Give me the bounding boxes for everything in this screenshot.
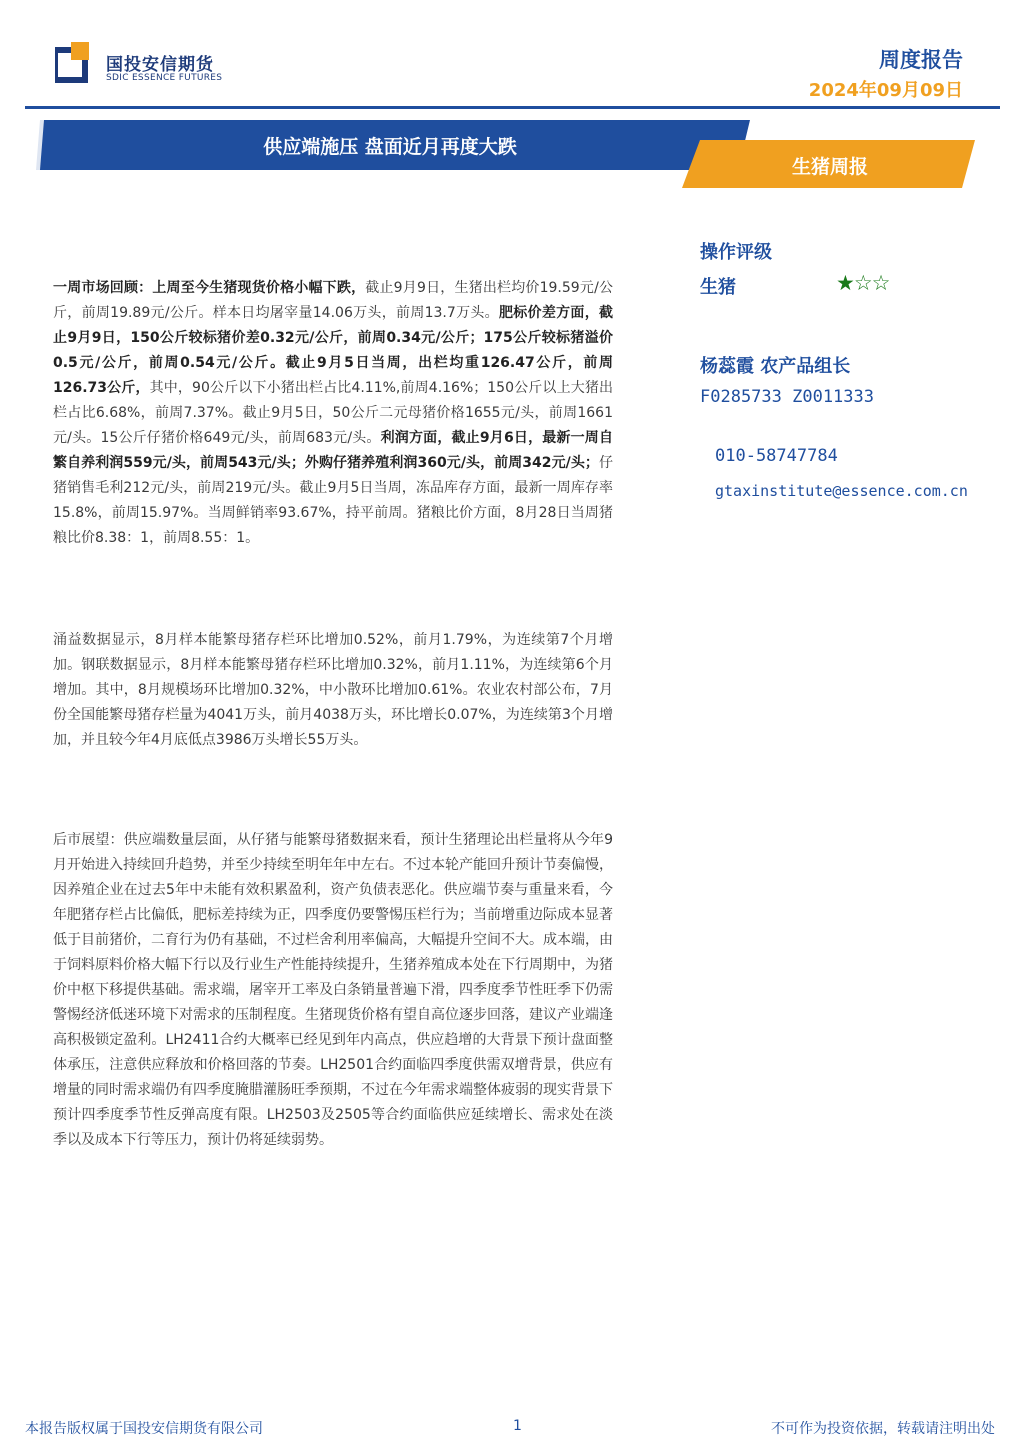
p1-seg2: 截止9月9日，生猪出栏均价19.59元/公斤，前周19.89元/公斤。样本日均屠宰量14.06万头，前周13.7万头。 bbox=[53, 280, 613, 321]
report-date: 2024年09月09日 bbox=[808, 80, 963, 101]
p3-seg2: 屠宰开工率及白条销量普遍下滑，四季度季节性旺季下仍需警惕经济低迷环境下对需求的压制程度。生猪现货价格有望自高位逐步回落，建议产业端逢高积极锁定盈利。LH2411合约大概率已经见到年内高点，供应趋增的大背景下预计盘面整体承压，注意供应释放和价格回落的节奏。LH2501合约面临四季度供需双增背景，供应有增量的同时需求端仍有四季度腌腊灌肠旺季预期，不过在今年需求端整体疲弱的现实背景下预计四季度季节性反弹高度有限。LH2503及2505等合约面临供应延续增长、需求处在淡季以及成本下行等压力，预计仍将延续弱势。 bbox=[53, 982, 613, 1148]
company-name-cn: 国投安信期货 bbox=[106, 55, 214, 75]
page-number: 1 bbox=[513, 1418, 522, 1434]
report-category-tag: 生猪周报 bbox=[791, 156, 868, 178]
rating-item: 生猪 bbox=[700, 277, 736, 298]
p1-seg1: 一周市场回顾：上周至今生猪现货价格小幅下跌， bbox=[53, 280, 366, 296]
sow-inventory-paragraph: 涌益数据显示，8月样本能繁母猪存栏环比增加0.52%，前月1.79%，为连续第7个月增加。钢联数据显示，8月样本能繁母猪存栏环比增加0.32%，前月1.11%，为连续第6个月增加。其中，8月规模场环比增加0.32%，中小散环比增加0.61%。农业农村部公布，7月份全国能繁母猪存栏量为4041万头，前月4038万头，环比增长0.07%，为连续第3个月增加，并且较今年4月底低点3986万头增长55万头。 bbox=[53, 632, 613, 748]
company-name-en: SDIC ESSENCE FUTURES bbox=[106, 73, 223, 83]
report-title: 供应端施压 盘面近月再度大跌 bbox=[263, 136, 517, 158]
p1-seg5: 利润方面，截止9月6日，最新一周自繁自养利润559元/头，前周543元/头；外购仔猪养殖利润360元/头，前周342元/头； bbox=[53, 430, 613, 471]
p1-seg3: 肥标价差方面，截止9月9日，150公斤较标猪价差0.32元/公斤，前周0.34元/公斤；175公斤较标猪溢价0.5元/公斤，前周0.54元/公斤。截止9月5日当周，出栏均重126.47公斤，前周126.73公斤， bbox=[53, 305, 614, 396]
footer-copyright: 本报告版权属于国投安信期货有限公司 bbox=[25, 1421, 263, 1437]
footer-disclaimer: 不可作为投资依据，转载请注明出处 bbox=[771, 1421, 995, 1437]
p1-seg4: 其中，90公斤以下小猪出栏占比4.11%,前周4.16%；150公斤以上大猪出栏占比6.68%，前周7.37%。截止9月5日，50公斤二元母猪价格1655元/头，前周1661元/头。15公斤仔猪价格649元/头，前周683元/头。 bbox=[53, 380, 613, 446]
analyst-name: 杨蕊霞 农产品组长 bbox=[700, 356, 851, 377]
market-review-paragraph bbox=[53, 276, 613, 551]
report-type: 周度报告 bbox=[879, 48, 963, 72]
p1-seg6: 仔猪销售毛利212元/头，前周219元/头。截止9月5日当周，冻品库存方面，最新一周库存率15.8%，前周15.97%。当周鲜销率93.67%，持平前周。猪粮比价方面，8月28日当周猪粮比价8.38：1，前周8.55：1。 bbox=[53, 455, 613, 546]
rating-label: 操作评级 bbox=[700, 242, 772, 263]
rating-stars: ★☆☆ bbox=[836, 271, 890, 295]
contact-email[interactable]: gtaxinstitute@essence.com.cn bbox=[715, 482, 968, 500]
company-logo-icon bbox=[55, 42, 97, 84]
header-divider bbox=[25, 106, 1000, 109]
p3-seg1: 后市展望：供应端数量层面，从仔猪与能繁母猪数据来看，预计生猪理论出栏量将从今年9月开始进入持续回升趋势，并至少持续至明年年中左右。不过本轮产能回升预计节奏偏慢，因养殖企业在过去5年中未能有效积累盈利，资产负债表恶化。供应端节奏与重量来看，今年肥猪存栏占比偏低，肥标差持续为正，四季度仍要警惕压栏行为；当前增重边际成本显著低于目前猪价，二育行为仍有基础，不过栏舍利用率偏高，大幅提升空间不大。成本端，由于饲料原料价格大幅下行以及行业生产性能持续提升，生猪养殖成本处在下行周期中，为猪价中枢下移提供基础。需求端， bbox=[53, 832, 613, 998]
outlook-paragraph bbox=[53, 828, 613, 1153]
analyst-license: F0285733 Z0011333 bbox=[700, 387, 874, 407]
contact-phone: 010-58747784 bbox=[715, 446, 838, 466]
